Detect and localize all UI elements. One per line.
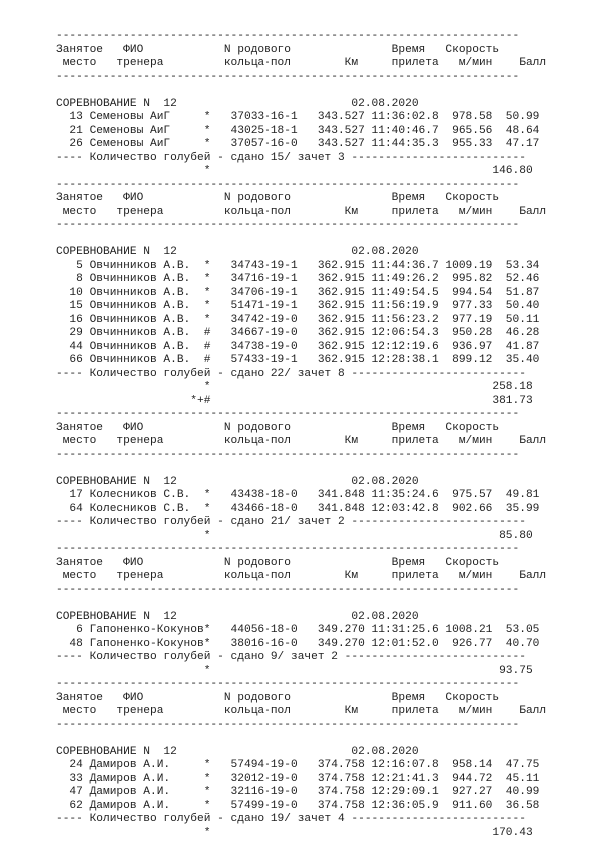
text-line: 33 Дамиров А.И. * 32012-19-0 374.758 12:21:41.3 944.72 45.11 <box>56 772 540 785</box>
text-line: * 146.80 <box>56 165 533 177</box>
text-line: 16 Овчинников А.В. * 34742-19-0 362.915 11:56:23.2 977.19 50.11 <box>56 313 540 326</box>
text-line: --------------------------------------------------------------------- <box>56 219 520 231</box>
text-line: место тренера кольца-пол Км прилета м/мин Балл <box>56 205 547 218</box>
results-document <box>56 30 546 840</box>
text-line: Занятое ФИО N родового Время Скорость <box>56 691 500 704</box>
text-line: 24 Дамиров А.И. * 57494-19-0 374.758 12:16:07.8 958.14 47.75 <box>56 759 540 771</box>
text-line: ---- Количество голубей - сдано 9/ зачет 2 --------------------------- <box>56 651 526 663</box>
text-line <box>56 597 546 611</box>
text-line: 44 Овчинников А.В. # 34738-19-0 362.915 12:12:19.6 936.97 41.87 <box>56 340 540 353</box>
text-line: --------------------------------------------------------------------- <box>56 408 520 420</box>
text-line: --------------------------------------------------------------------- <box>56 178 520 191</box>
text-line: СОРЕВНОВАНИЕ N 12 02.08.2020 <box>56 97 419 110</box>
text-line: * 170.43 <box>56 826 533 839</box>
text-line: место тренера кольца-пол Км прилета м/мин Балл <box>56 570 547 582</box>
text-line: 13 Семеновы АиГ * 37033-16-1 343.527 11:36:02.8 978.58 50.99 <box>56 111 540 123</box>
text-line: 21 Семеновы АиГ * 43025-18-1 343.527 11:40:46.7 965.56 48.64 <box>56 124 540 137</box>
text-line: --------------------------------------------------------------------- <box>56 30 520 42</box>
text-line <box>56 233 546 247</box>
text-line: * 258.18 <box>56 381 533 393</box>
text-line: ---- Количество голубей - сдано 15/ зачет 3 -------------------------- <box>56 151 526 164</box>
text-line: 62 Дамиров А.И. * 57499-19-0 374.758 12:36:05.9 911.60 36.58 <box>56 799 540 812</box>
text-line: 26 Семеновы АиГ * 37057-16-0 343.527 11:44:35.3 955.33 47.17 <box>56 138 540 150</box>
text-line: *+# 381.73 <box>56 394 533 407</box>
text-line <box>56 732 546 746</box>
text-line: СОРЕВНОВАНИЕ N 12 02.08.2020 <box>56 610 419 623</box>
text-line: Занятое ФИО N родового Время Скорость <box>56 421 500 434</box>
text-line: --------------------------------------------------------------------- <box>56 583 520 596</box>
text-line: 15 Овчинников А.В. * 51471-19-1 362.915 11:56:19.9 977.33 50.40 <box>56 300 540 312</box>
text-line: СОРЕВНОВАНИЕ N 12 02.08.2020 <box>56 475 419 488</box>
text-line: место тренера кольца-пол Км прилета м/мин Балл <box>56 705 547 717</box>
text-line: 47 Дамиров А.И. * 32116-19-0 374.758 12:29:09.1 927.27 40.99 <box>56 786 540 798</box>
text-line: 6 Гапоненко-Кокунов* 44056-18-0 349.270 11:31:25.6 1008.21 53.05 <box>56 624 540 636</box>
text-line: 64 Колесников С.В. * 43466-18-0 341.848 12:03:42.8 902.66 35.99 <box>56 502 540 515</box>
text-line: * 93.75 <box>56 664 533 677</box>
text-line: Занятое ФИО N родового Время Скорость <box>56 192 500 204</box>
text-line: СОРЕВНОВАНИЕ N 12 02.08.2020 <box>56 745 419 758</box>
text-line: 5 Овчинников А.В. * 34743-19-1 362.915 11:44:36.7 1009.19 53.34 <box>56 259 540 272</box>
text-line: 29 Овчинников А.В. # 34667-19-0 362.915 12:06:54.3 950.28 46.28 <box>56 327 540 339</box>
text-line: 48 Гапоненко-Кокунов* 38016-16-0 349.270 12:01:52.0 926.77 40.70 <box>56 637 540 650</box>
text-line: --------------------------------------------------------------------- <box>56 543 520 555</box>
text-line: ---- Количество голубей - сдано 21/ зачет 2 -------------------------- <box>56 516 526 528</box>
text-line: --------------------------------------------------------------------- <box>56 718 520 731</box>
text-line: 66 Овчинников А.В. # 57433-19-1 362.915 12:28:38.1 899.12 35.40 <box>56 354 540 366</box>
text-line: место тренера кольца-пол Км прилета м/мин Балл <box>56 435 547 447</box>
text-line: --------------------------------------------------------------------- <box>56 70 520 83</box>
text-line: СОРЕВНОВАНИЕ N 12 02.08.2020 <box>56 246 419 258</box>
text-line: 17 Колесников С.В. * 43438-18-0 341.848 11:35:24.6 975.57 49.81 <box>56 489 540 501</box>
text-line: 10 Овчинников А.В. * 34706-19-1 362.915 11:49:54.5 994.54 51.87 <box>56 286 540 299</box>
text-line <box>56 462 546 476</box>
text-line: * 85.80 <box>56 529 533 542</box>
text-line: --------------------------------------------------------------------- <box>56 678 520 690</box>
text-line <box>56 84 546 98</box>
text-line: Занятое ФИО N родового Время Скорость <box>56 43 500 56</box>
text-line: ---- Количество голубей - сдано 22/ зачет 8 -------------------------- <box>56 367 526 380</box>
text-line: ---- Количество голубей - сдано 19/ зачет 4 -------------------------- <box>56 813 526 825</box>
text-line: Занятое ФИО N родового Время Скорость <box>56 556 500 569</box>
text-line: 8 Овчинников А.В. * 34716-19-1 362.915 11:49:26.2 995.82 52.46 <box>56 273 540 285</box>
text-line: --------------------------------------------------------------------- <box>56 448 520 461</box>
text-line: место тренера кольца-пол Км прилета м/мин Балл <box>56 57 547 69</box>
